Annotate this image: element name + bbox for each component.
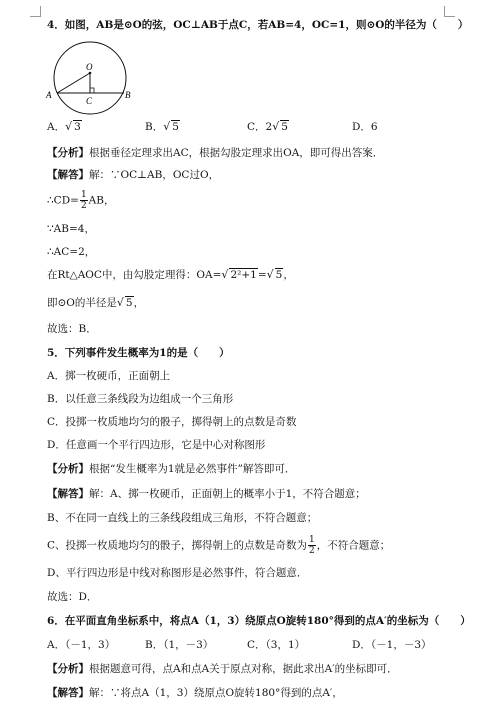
q4-step-5-prefix: 即⊙O的半径是: [47, 297, 117, 309]
radius-radicand: 5: [125, 297, 133, 309]
q5-solution-text: 解：A、掷一枚硬币，正面朝上的概率小于1，不符合题意；: [89, 488, 366, 500]
q4-option-a: A．√ 3: [47, 120, 81, 133]
q6-solution-tag: 【解答】: [47, 687, 89, 699]
q5-answer: 故选：D．: [47, 591, 98, 603]
q4-analysis-text: 根据垂径定理求出AC，根据勾股定理求出OA，即可得出答案．: [89, 147, 384, 159]
right-angle-mark: [90, 88, 94, 93]
q6-option-d: D．（－1，－3）: [352, 639, 432, 651]
fraction-half: [80, 190, 88, 211]
q4-step-3: ∴AC=2，: [47, 246, 96, 258]
q4-stem: 4．如图，AB是⊙O的弦，OC⊥AB于点C，若AB=4，OC=1，则⊙O的半径为（ ）: [47, 19, 469, 31]
q5-option-a: A．掷一枚硬币，正面朝上: [47, 370, 171, 382]
q4-option-a-label: A．: [47, 121, 66, 133]
segment-oa: [57, 73, 90, 93]
q4-analysis-tag: 【分析】: [47, 147, 89, 159]
q6-analysis-tag: 【分析】: [47, 663, 89, 675]
q5-line-c-suffix: ，不符合题意；: [316, 539, 391, 552]
q6-solution-text: 解：∵将点A（1，3）绕原点O旋转180°得到的点A′，: [89, 687, 343, 699]
q4-option-b-radicand: 5: [172, 121, 179, 133]
q4-step-5: 即⊙O的半径是√ 5，: [47, 296, 145, 309]
q4-option-b: B．√ 5: [145, 120, 179, 133]
q5-option-b: B．以任意三条线段为边组成一个三角形: [47, 393, 234, 405]
q4-option-c-radicand: 5: [281, 121, 288, 133]
q4-step-1-prefix: ∴CD=: [47, 194, 79, 207]
circle-figure: [40, 40, 140, 120]
q5-analysis-text: 根据“发生概率为1就是必然事件”解答即可．: [89, 463, 296, 475]
q5-line-c-prefix: C、投掷一枚质地均匀的骰子，掷得朝上的点数是奇数为: [47, 539, 308, 552]
q4-step-1-suffix: AB，: [88, 194, 115, 207]
center-point: [89, 72, 92, 75]
page-corner-mark-right: [444, 6, 455, 17]
q5-analysis-tag: 【分析】: [47, 463, 89, 475]
q4-step-4: 在Rt△AOC中，由勾股定理得：OA=√ 2²+1=√ 5，: [47, 268, 294, 281]
label-c: C: [86, 96, 93, 106]
q6-stem: 6．在平面直角坐标系中，将点A（1，3）绕原点O旋转180°得到的点A′的坐标为（ ）: [47, 615, 471, 627]
q5-solution-tag: 【解答】: [47, 488, 89, 500]
q4-step-4-prefix: 在Rt△AOC中，由勾股定理得：OA=: [47, 269, 222, 281]
fraction-numerator: 1: [80, 190, 87, 200]
q4-option-b-label: B．: [145, 121, 164, 133]
fraction-denominator: 2: [80, 201, 87, 211]
q4-step-4-suffix: ，: [283, 269, 294, 281]
q6-solution: [47, 686, 343, 700]
radicand-sum: 2²+1: [230, 269, 257, 281]
radicand-five: 5: [275, 269, 283, 281]
q6-analysis-text: 根据题意可得，点A和点A关于原点对称，据此求出A′的坐标即可．: [89, 663, 398, 675]
q5-option-c: C．投掷一枚质地均匀的骰子，掷得朝上的点数是奇数: [47, 416, 297, 428]
q5-stem: 5．下列事件发生概率为1的是（ ）: [47, 347, 230, 359]
q4-step-5-suffix: ，: [133, 297, 145, 309]
q4-option-c: C．2√ 5: [247, 120, 288, 133]
q5-option-d: D．任意画一个平行四边形，它是中心对称图形: [47, 439, 266, 451]
fraction-half-probability: [308, 535, 316, 556]
q4-solution: [47, 168, 219, 182]
q4-option-c-label: C．2: [247, 121, 273, 133]
q5-solution: [47, 487, 366, 501]
q4-answer: 故选：B．: [47, 323, 97, 335]
q6-analysis: [47, 662, 398, 676]
q5-line-b: B、不在同一直线上的三条线段组成三角形，不符合题意；: [47, 512, 318, 524]
q4-step-2: ∵AB=4，: [47, 223, 95, 235]
label-b: B: [125, 90, 131, 100]
q4-step-1: [47, 190, 114, 211]
fraction-denominator: 2: [309, 546, 315, 556]
equals-sign: =: [257, 269, 267, 281]
q4-option-a-radicand: 3: [74, 121, 81, 133]
q6-option-b: B．（1，－3）: [145, 639, 214, 651]
q4-solution-tag: 【解答】: [47, 169, 89, 181]
label-a: A: [46, 90, 52, 100]
q4-analysis: [47, 146, 383, 160]
q4-option-d: D．6: [352, 121, 378, 133]
fraction-numerator: 1: [309, 535, 315, 545]
q5-line-c: [47, 535, 390, 556]
q5-line-d: D、平行四边形是中线对称图形是必然事件，符合题意．: [47, 567, 308, 579]
q6-option-c: C．（3，1）: [247, 639, 306, 651]
q5-analysis: [47, 462, 295, 476]
page-corner-mark-left: [30, 6, 41, 17]
q4-solution-text: 解：∵OC⊥AB，OC过O，: [89, 169, 220, 181]
label-o: O: [86, 62, 93, 72]
q6-option-a: A．（－1，3）: [47, 639, 116, 651]
